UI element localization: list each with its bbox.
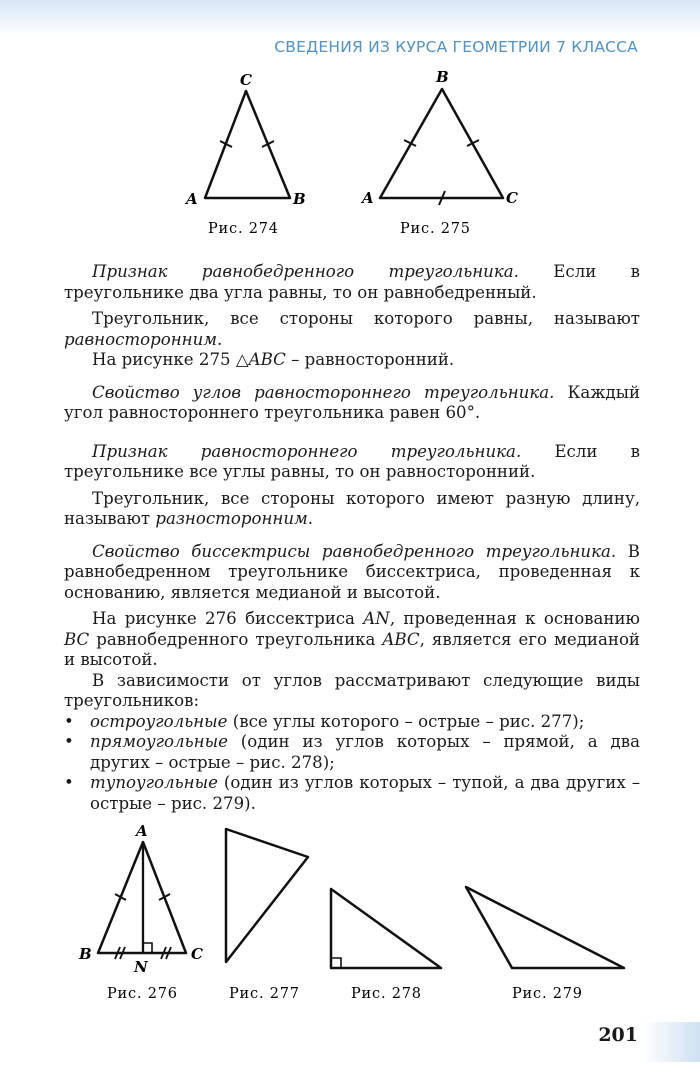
page-number: 201 — [598, 1024, 638, 1046]
vertex-label-c: C — [240, 71, 252, 89]
vertex-label-b: B — [79, 945, 92, 963]
right-angle-mark — [331, 958, 341, 968]
right-angle-mark — [143, 943, 152, 953]
paragraph-equilateral-criterion: Признак равностороннего треугольника. Если в треугольнике все углы равны, то он равносторонний. — [64, 441, 640, 481]
vertex-label-c: C — [506, 189, 518, 207]
page-tab — [642, 1022, 700, 1062]
vertex-label-c: C — [191, 945, 203, 963]
right-triangle-278 — [331, 889, 441, 968]
paragraph-isosceles-criterion: Признак равнобедренного треугольника. Если в треугольнике два угла равны, то он равнобедренный. — [64, 262, 640, 302]
list-item: • прямоугольные (один из углов которых – прямой, а два других – острые – рис. 278); — [64, 732, 640, 772]
caption-277: Рис. 277 — [229, 986, 300, 1002]
running-header: СВЕДЕНИЯ ИЗ КУРСА ГЕОМЕТРИИ 7 КЛАССА — [274, 38, 638, 56]
caption-278: Рис. 278 — [351, 986, 422, 1002]
paragraph-classification-intro: В зависимости от углов рассматривают следующие виды треугольников: — [64, 670, 640, 710]
figure-278 — [331, 889, 441, 1002]
isosceles-triangle-274 — [205, 91, 290, 198]
triangle-types-list — [64, 712, 640, 815]
vertex-label-b: B — [436, 68, 449, 86]
equilateral-triangle-275 — [380, 89, 503, 198]
paragraph-bisector-property: Свойство биссектрисы равнобедренного треугольника. В равнобедренном треугольнике биссектриса, проведенная к основанию, является медианой и высотой. — [64, 541, 640, 602]
vertex-label-a: A — [186, 190, 198, 208]
list-item: • остроугольные (все углы которого – острые – рис. 277); — [64, 711, 585, 731]
caption-275: Рис. 275 — [400, 221, 471, 237]
acute-triangle-277 — [226, 829, 308, 962]
caption-274: Рис. 274 — [208, 221, 279, 237]
figure-277 — [226, 829, 308, 1002]
figures-top — [0, 60, 700, 245]
figure-276 — [78, 822, 203, 1002]
paragraph-figure-275-note: На рисунке 275 △ABC – равносторонний. — [92, 350, 455, 369]
list-item: • тупоугольные (один из углов которых – тупой, а два других – острые – рис. 279). — [64, 773, 640, 813]
figures-bottom — [0, 820, 700, 1010]
paragraph-scalene-definition: Треугольник, все стороны которого имеют разную длину, называют разносторонним. — [64, 488, 640, 528]
header-band — [0, 0, 700, 38]
paragraph-equilateral-definition: Треугольник, все стороны которого равны, называют равносторонним. — [64, 309, 640, 349]
vertex-label-a: A — [362, 189, 374, 207]
caption-276: Рис. 276 — [107, 986, 178, 1002]
obtuse-triangle-279 — [466, 887, 624, 968]
figure-274 — [184, 71, 306, 237]
main-text — [64, 262, 640, 814]
vertex-label-b: B — [293, 190, 306, 208]
vertex-label-a: A — [136, 822, 148, 840]
paragraph-figure-276-note: На рисунке 276 биссектриса AN, проведенная к основанию BC равнобедренного треугольника ABC, является его медианой и высотой. — [64, 609, 640, 669]
caption-279: Рис. 279 — [512, 986, 583, 1002]
figure-275 — [360, 68, 518, 237]
point-label-n: N — [134, 958, 148, 976]
paragraph-equilateral-angles-property: Свойство углов равностороннего треугольника. Каждый угол равностороннего треугольника равен 60°. — [64, 382, 641, 422]
figure-279 — [466, 887, 624, 1002]
